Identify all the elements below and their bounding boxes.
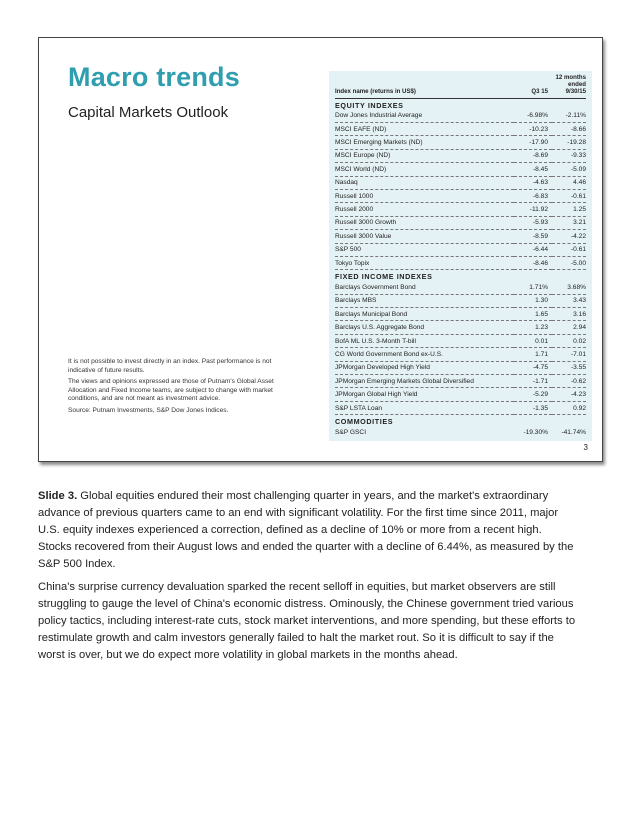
page-number: 3 bbox=[583, 443, 588, 452]
q3-return-cell: -1.35 bbox=[514, 401, 552, 414]
index-name-cell: MSCI Europe (ND) bbox=[335, 149, 514, 162]
twelve-month-return-cell: -7.01 bbox=[552, 348, 586, 361]
column-header-name: Index name (returns in US$) bbox=[335, 71, 514, 98]
table-row bbox=[335, 388, 586, 401]
q3-return-cell: 1.30 bbox=[514, 294, 552, 307]
twelve-month-return-cell: -0.61 bbox=[552, 189, 586, 202]
q3-return-cell: -5.93 bbox=[514, 216, 552, 229]
paragraph-text: Global equities endured their most challenging quarter in years, and the market's extraordinary advance of previous quarters came to an end with significant volatility. For the first time since 2011, major U.S. equity indexes experienced a correction, defined as a decline of 10% or more from a recent high. Stocks recovered from their August lows and ended the quarter with a decline of 6.44%, as measured by the S&P 500 Index. bbox=[38, 490, 574, 570]
table-row bbox=[335, 321, 586, 334]
twelve-month-return-cell: -3.55 bbox=[552, 361, 586, 374]
q3-return-cell: -19.30% bbox=[523, 428, 548, 436]
slide-title: Macro trends bbox=[68, 62, 240, 92]
q3-return-cell: 1.65 bbox=[514, 308, 552, 321]
q3-return-cell: -6.98% bbox=[514, 110, 552, 123]
index-name-cell: Tokyo Topix bbox=[335, 256, 514, 269]
disclaimer-line: It is not possible to invest directly in an index. Past performance is not indicative of future results. bbox=[68, 358, 272, 374]
twelve-month-return-cell: 4.46 bbox=[552, 176, 586, 189]
twelve-month-return-cell: -2.11% bbox=[552, 110, 586, 123]
q3-return-cell: -8.69 bbox=[514, 149, 552, 162]
index-name-cell: Barclays U.S. Aggregate Bond bbox=[335, 321, 514, 334]
index-name-cell: Russell 3000 Growth bbox=[335, 216, 514, 229]
index-name-cell: S&P LSTA Loan bbox=[335, 401, 514, 414]
q3-return-cell: -6.44 bbox=[514, 243, 552, 256]
twelve-month-return-cell: -5.09 bbox=[552, 163, 586, 176]
index-name-cell: Russell 2000 bbox=[335, 203, 514, 216]
index-name-cell: MSCI Emerging Markets (ND) bbox=[335, 136, 514, 149]
q3-return-cell: -6.83 bbox=[514, 189, 552, 202]
table-row bbox=[335, 123, 586, 136]
table-body bbox=[335, 98, 586, 438]
q3-return-cell: -8.46 bbox=[514, 256, 552, 269]
index-name-cell: JPMorgan Emerging Markets Global Diversified bbox=[335, 375, 514, 388]
q3-return-cell: 0.01 bbox=[514, 334, 552, 347]
slide-subtitle: Capital Markets Outlook bbox=[68, 104, 229, 121]
q3-return-cell: -17.90 bbox=[514, 136, 552, 149]
column-header-q3: Q3 15 bbox=[514, 71, 552, 98]
index-name-cell: Barclays MBS bbox=[335, 294, 514, 307]
twelve-month-return-cell: -41.74% bbox=[561, 428, 586, 436]
disclaimer-line: Source: Putnam Investments, S&P Dow Jones Indices. bbox=[68, 406, 229, 414]
column-header-12-months: 12 months ended 9/30/15 bbox=[552, 71, 586, 98]
twelve-month-return-cell: 3.43 bbox=[552, 294, 586, 307]
q3-return-cell: -8.59 bbox=[514, 230, 552, 243]
q3-return-cell: -5.29 bbox=[514, 388, 552, 401]
twelve-month-return-cell: 3.16 bbox=[552, 308, 586, 321]
table-row bbox=[335, 136, 586, 149]
table-row bbox=[335, 308, 586, 321]
index-name-cell: MSCI EAFE (ND) bbox=[335, 123, 514, 136]
twelve-month-return-cell: 0.92 bbox=[552, 401, 586, 414]
index-returns-panel bbox=[329, 71, 592, 441]
twelve-month-return-cell: -19.28 bbox=[552, 136, 586, 149]
twelve-month-return-cell: -0.61 bbox=[552, 243, 586, 256]
twelve-month-return-cell: -4.23 bbox=[552, 388, 586, 401]
disclaimer bbox=[68, 358, 288, 419]
index-name-cell: S&P GSCI bbox=[335, 428, 367, 436]
index-name-cell: Barclays Municipal Bond bbox=[335, 308, 514, 321]
index-name-cell: Dow Jones Industrial Average bbox=[335, 110, 514, 123]
q3-return-cell: 1.71% bbox=[514, 281, 552, 294]
section-title: EQUITY INDEXES bbox=[335, 100, 404, 110]
index-name-cell: MSCI World (ND) bbox=[335, 163, 514, 176]
section-title: FIXED INCOME INDEXES bbox=[335, 272, 433, 282]
notes-text bbox=[38, 488, 578, 670]
twelve-month-return-cell: 0.02 bbox=[552, 334, 586, 347]
table-row bbox=[335, 110, 586, 123]
table-section-header bbox=[335, 98, 586, 110]
table-row bbox=[335, 281, 586, 294]
table-row bbox=[335, 203, 586, 216]
table-header-row bbox=[335, 71, 586, 98]
index-name-cell: Russell 3000 Value bbox=[335, 230, 514, 243]
q3-return-cell: -11.92 bbox=[514, 203, 552, 216]
index-name-cell: S&P 500 bbox=[335, 243, 514, 256]
twelve-month-return-cell: -8.66 bbox=[552, 123, 586, 136]
table-row bbox=[335, 230, 586, 243]
slide-frame bbox=[38, 37, 603, 462]
index-name-cell: JPMorgan Global High Yield bbox=[335, 388, 514, 401]
q3-return-cell: 1.23 bbox=[514, 321, 552, 334]
table-row bbox=[335, 149, 586, 162]
table-row bbox=[335, 361, 586, 374]
table-row bbox=[335, 348, 586, 361]
table-row bbox=[335, 163, 586, 176]
disclaimer-line: The views and opinions expressed are those of Putnam's Global Asset Allocation and Fixed Income teams, are subject to change with market conditions, and are not meant as investment advice. bbox=[68, 378, 274, 403]
table-row bbox=[335, 294, 586, 307]
index-name-cell: Barclays Government Bond bbox=[335, 281, 514, 294]
index-name-cell: Russell 1000 bbox=[335, 189, 514, 202]
table-row bbox=[335, 189, 586, 202]
twelve-month-return-cell: -4.22 bbox=[552, 230, 586, 243]
slide-reference: Slide 3. bbox=[38, 490, 78, 502]
twelve-month-return-cell: 1.25 bbox=[552, 203, 586, 216]
index-name-cell: Nasdaq bbox=[335, 176, 514, 189]
twelve-month-return-cell: -9.33 bbox=[552, 149, 586, 162]
index-name-cell: CG World Government Bond ex-U.S. bbox=[335, 348, 514, 361]
index-name-cell: BofA ML U.S. 3-Month T-bill bbox=[335, 334, 514, 347]
index-name-cell: JPMorgan Developed High Yield bbox=[335, 361, 514, 374]
q3-return-cell: -4.63 bbox=[514, 176, 552, 189]
table-row bbox=[335, 256, 586, 269]
q3-return-cell: -8.45 bbox=[514, 163, 552, 176]
table-section-header bbox=[335, 270, 586, 282]
notes-paragraph-2: China's surprise currency devaluation sparked the recent selloff in equities, but market observers are still struggling to gauge the level of China's economic distress. Ominously, the Chinese government tried various policy tactics, including interest-rate cuts, stock market interventions, and more spending, but these efforts to restimulate growth and calm investors generally failed to halt the market rout. So it is difficult to say if the worst is over, but we do expect more volatility in global markets in the months ahead. bbox=[38, 581, 576, 661]
twelve-month-return-cell: -0.62 bbox=[552, 375, 586, 388]
table-section-header bbox=[335, 415, 586, 427]
q3-return-cell: -4.75 bbox=[514, 361, 552, 374]
twelve-month-return-cell: 2.94 bbox=[552, 321, 586, 334]
table-row bbox=[335, 401, 586, 414]
twelve-month-return-cell: 3.21 bbox=[552, 216, 586, 229]
twelve-month-return-cell: -5.00 bbox=[552, 256, 586, 269]
index-returns-table bbox=[335, 71, 586, 439]
table-row bbox=[335, 426, 586, 438]
q3-return-cell: -10.23 bbox=[514, 123, 552, 136]
table-row bbox=[335, 375, 586, 388]
twelve-month-return-cell: 3.68% bbox=[552, 281, 586, 294]
table-row bbox=[335, 216, 586, 229]
notes-paragraph-1 bbox=[38, 488, 578, 573]
table-row bbox=[335, 176, 586, 189]
table-row bbox=[335, 334, 586, 347]
table-row bbox=[335, 243, 586, 256]
section-title: COMMODITIES bbox=[335, 417, 394, 427]
q3-return-cell: 1.71 bbox=[514, 348, 552, 361]
q3-return-cell: -1.71 bbox=[514, 375, 552, 388]
